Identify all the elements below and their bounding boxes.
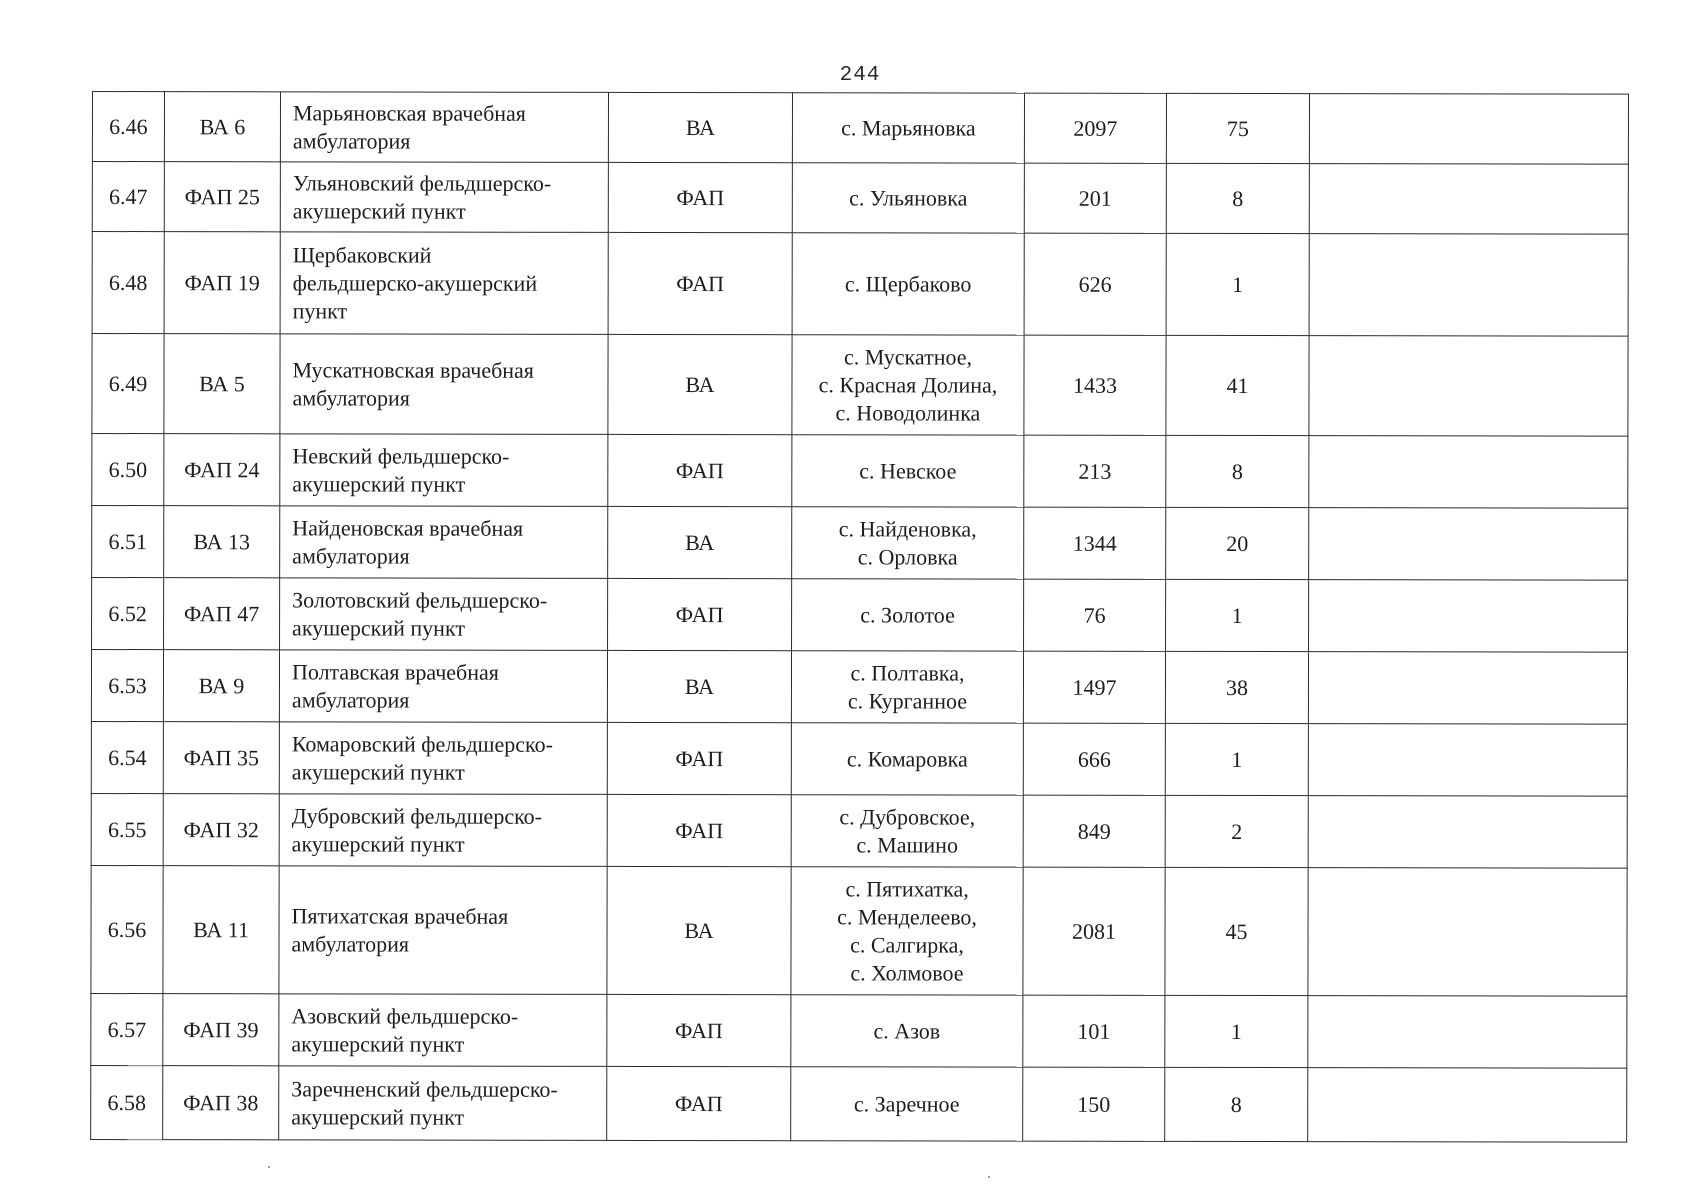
facility-type: ВА <box>607 866 791 994</box>
facility-code: ФАП 38 <box>163 1066 279 1140</box>
note-cell <box>1309 508 1628 581</box>
facility-code: ВА 13 <box>164 506 280 578</box>
facility-type: ВА <box>608 334 792 434</box>
note-cell <box>1308 1068 1627 1143</box>
facility-code: ФАП 19 <box>164 232 280 334</box>
settlements: с. Дубровское, с. Машино <box>791 795 1023 867</box>
settlements: с. Ульяновка <box>792 163 1024 233</box>
note-cell <box>1308 796 1627 869</box>
facility-code: ВА 5 <box>164 334 280 434</box>
note-cell <box>1309 580 1628 653</box>
facility-type: ФАП <box>608 162 792 232</box>
page-number: 244 <box>839 64 881 87</box>
population: 1344 <box>1024 507 1166 579</box>
facility-name: Найденовская врачебная амбулатория <box>280 506 608 579</box>
row-number: 6.56 <box>91 865 163 993</box>
scan-speck <box>268 1166 270 1168</box>
table-row <box>91 721 1627 796</box>
settlements: с. Заречное <box>791 1067 1023 1141</box>
facility-code: ФАП 25 <box>164 162 280 232</box>
table-row <box>92 232 1628 337</box>
facility-code: ФАП 32 <box>163 794 279 866</box>
facility-name: Щербаковский фельдшерско-акушерский пункт <box>280 232 608 335</box>
table-row <box>92 162 1628 235</box>
facility-type: ВА <box>607 650 791 722</box>
table-row <box>91 793 1627 868</box>
settlements: с. Комаровка <box>791 723 1023 795</box>
facility-type: ВА <box>608 92 792 162</box>
population: 1433 <box>1024 335 1166 435</box>
facility-code: ФАП 24 <box>164 434 280 506</box>
facility-name: Золотовский фельдшерско- акушерский пункт <box>280 578 608 651</box>
note-cell <box>1308 652 1627 725</box>
facility-name: Мускатновская врачебная амбулатория <box>280 334 608 435</box>
facility-code: ФАП 39 <box>163 994 279 1066</box>
facility-type: ФАП <box>607 994 791 1066</box>
settlements: с. Мускатное, с. Красная Долина, с. Новодолинка <box>792 335 1024 435</box>
settlements: с. Золотое <box>792 579 1024 651</box>
facility-type: ВА <box>608 506 792 578</box>
row-number: 6.55 <box>91 793 163 865</box>
children-count: 2 <box>1165 795 1308 867</box>
row-number: 6.49 <box>92 334 164 434</box>
children-count: 1 <box>1166 233 1309 335</box>
table-body <box>91 92 1629 1143</box>
population: 2081 <box>1023 867 1165 995</box>
facility-code: ВА 11 <box>163 866 279 994</box>
children-count: 75 <box>1166 93 1309 163</box>
facility-code: ВА 9 <box>163 650 279 722</box>
settlements: с. Невское <box>792 435 1024 507</box>
facility-type: ФАП <box>607 794 791 866</box>
children-count: 38 <box>1165 651 1308 723</box>
facility-name: Пятихатская врачебная амбулатория <box>279 866 607 995</box>
population: 849 <box>1023 795 1165 867</box>
row-number: 6.46 <box>92 92 164 162</box>
row-number: 6.48 <box>92 232 164 334</box>
facility-type: ФАП <box>608 578 792 650</box>
row-number: 6.50 <box>92 434 164 506</box>
table-row <box>91 865 1627 996</box>
population: 76 <box>1024 579 1166 651</box>
table-row <box>92 578 1628 653</box>
facility-name: Невский фельдшерско- акушерский пункт <box>280 434 608 507</box>
population: 150 <box>1023 1067 1165 1141</box>
table-row <box>92 92 1628 165</box>
facilities-table <box>90 91 1629 1143</box>
population: 101 <box>1023 995 1165 1067</box>
settlements: с. Полтавка, с. Курганное <box>791 651 1023 723</box>
population: 666 <box>1023 723 1165 795</box>
facility-code: ФАП 47 <box>164 578 280 650</box>
children-count: 1 <box>1165 723 1308 795</box>
settlements: с. Азов <box>791 995 1023 1067</box>
table-row <box>91 993 1627 1068</box>
facility-code: ВА 6 <box>164 92 280 162</box>
note-cell <box>1309 336 1628 437</box>
population: 201 <box>1024 163 1166 233</box>
row-number: 6.57 <box>91 993 163 1065</box>
settlements: с. Щербаково <box>792 233 1024 335</box>
children-count: 8 <box>1166 163 1309 233</box>
row-number: 6.51 <box>92 506 164 578</box>
facility-code: ФАП 35 <box>163 722 279 794</box>
row-number: 6.52 <box>92 578 164 650</box>
note-cell <box>1308 724 1627 797</box>
facility-type: ФАП <box>607 1066 791 1140</box>
table-row <box>92 506 1628 581</box>
note-cell <box>1308 868 1627 997</box>
row-number: 6.47 <box>92 162 164 232</box>
population: 2097 <box>1024 93 1166 163</box>
table-row <box>91 650 1627 725</box>
children-count: 45 <box>1165 867 1308 995</box>
children-count: 20 <box>1166 507 1309 579</box>
facility-type: ФАП <box>608 434 792 506</box>
children-count: 41 <box>1166 335 1309 435</box>
scan-speck <box>988 1176 990 1178</box>
facility-name: Марьяновская врачебная амбулатория <box>280 92 608 163</box>
children-count: 8 <box>1166 435 1309 507</box>
row-number: 6.54 <box>91 721 163 793</box>
facility-name: Полтавская врачебная амбулатория <box>279 650 607 723</box>
facility-name: Дубровский фельдшерско- акушерский пункт <box>279 794 607 867</box>
settlements: с. Марьяновка <box>792 93 1024 163</box>
table-row <box>92 434 1628 509</box>
facility-type: ФАП <box>607 722 791 794</box>
table-row <box>92 334 1628 437</box>
population: 1497 <box>1023 651 1165 723</box>
children-count: 1 <box>1165 995 1308 1067</box>
facility-name: Заречненский фельдшерско- акушерский пункт <box>279 1066 607 1141</box>
facility-type: ФАП <box>608 232 792 334</box>
table-row <box>91 1065 1627 1142</box>
facility-name: Ульяновский фельдшерско- акушерский пункт <box>280 162 608 233</box>
row-number: 6.58 <box>91 1065 163 1139</box>
children-count: 8 <box>1165 1067 1308 1141</box>
note-cell <box>1308 996 1627 1069</box>
settlements: с. Найденовка, с. Орловка <box>792 507 1024 579</box>
note-cell <box>1309 94 1628 165</box>
settlements: с. Пятихатка, с. Менделеево, с. Салгирка, с. Холмовое <box>791 867 1023 995</box>
facility-name: Азовский фельдшерско- акушерский пункт <box>279 994 607 1067</box>
population: 626 <box>1024 233 1166 335</box>
children-count: 1 <box>1166 579 1309 651</box>
note-cell <box>1309 234 1628 337</box>
row-number: 6.53 <box>91 650 163 722</box>
facility-name: Комаровский фельдшерско- акушерский пункт <box>279 722 607 795</box>
population: 213 <box>1024 435 1166 507</box>
note-cell <box>1309 436 1628 509</box>
note-cell <box>1309 164 1628 235</box>
